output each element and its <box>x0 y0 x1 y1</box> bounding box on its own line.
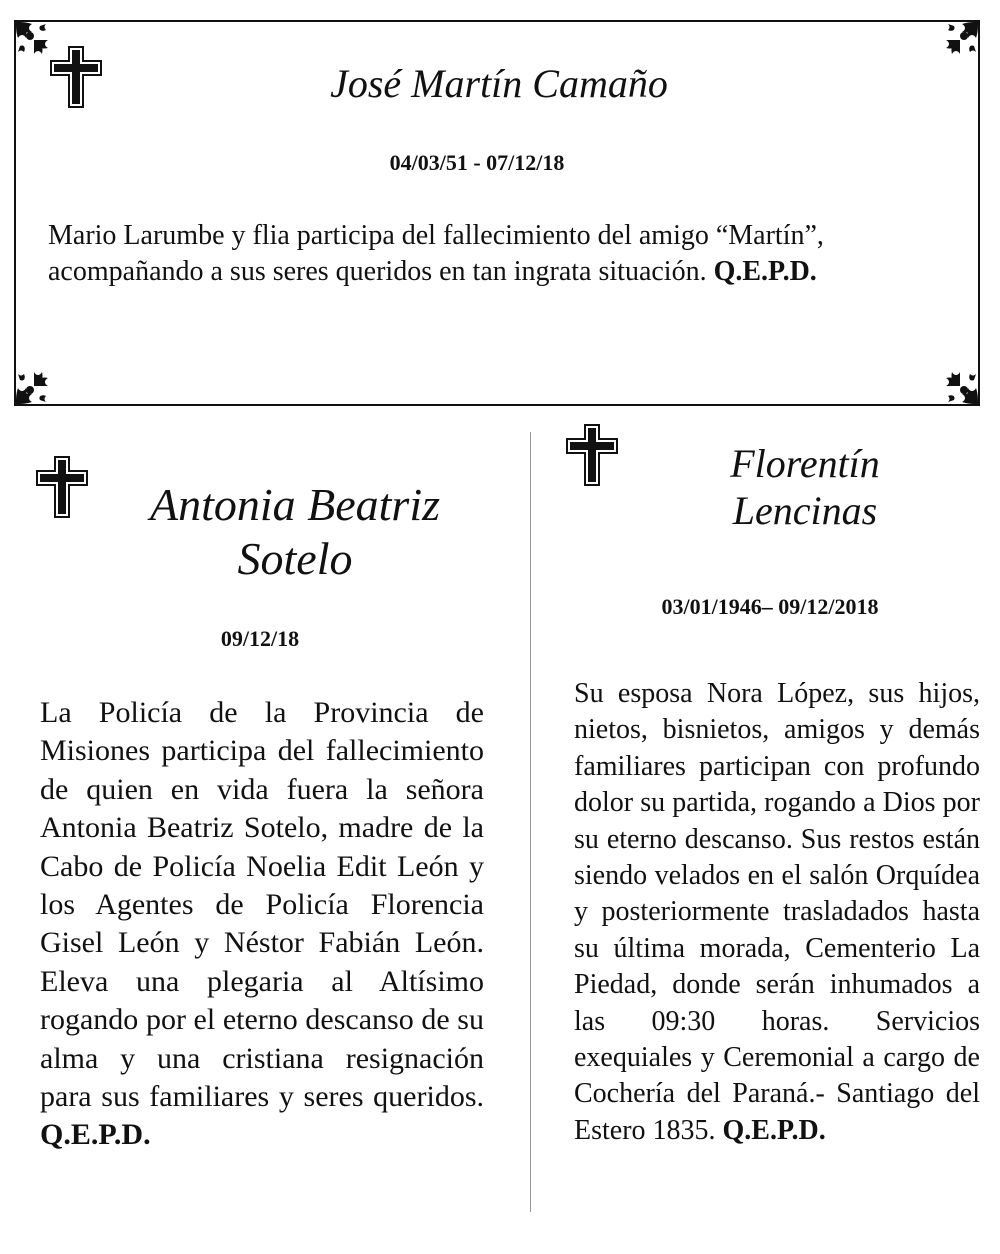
corner-ornament-icon <box>936 362 980 406</box>
name-line: Lencinas <box>732 488 878 534</box>
cross-icon <box>36 456 88 518</box>
death-date: 09/12/18 <box>220 626 300 651</box>
notice-frame-top <box>14 20 980 406</box>
life-dates: 03/01/1946– 09/12/2018 <box>661 594 879 619</box>
qepd-closing: Q.E.P.D. <box>713 256 817 288</box>
corner-ornament-icon <box>936 20 980 64</box>
qepd-closing: Q.E.P.D. <box>722 1114 826 1146</box>
qepd-closing: Q.E.P.D. <box>40 1118 151 1152</box>
column-divider <box>530 432 531 1212</box>
life-dates: 04/03/51 - 07/12/18 <box>389 150 565 175</box>
name-line: Florentín <box>730 441 880 486</box>
notice-body <box>48 218 948 291</box>
deceased-name <box>90 478 500 587</box>
corner-ornament-icon <box>14 362 58 406</box>
notice-body: Su esposa Nora López, sus hijos, nietos, bisnietos, amigos y demás familiares participan con profundo dolor su partida, rogando a Dios por su eterno descanso. Sus restos están siendo velados en el salón Orquídea y posteriormente trasladados hasta su última morada, Cementerio La Piedad, donde serán inhumados a las 09:30 horas. Servicios exequiales y Ceremonial a cargo de Cochería del Paraná.- Santiago del Estero 1835. Q.E.P.D. <box>574 678 980 1146</box>
deceased-name: José Martín Camaño <box>330 61 668 106</box>
notice-body-line: Mario Larumbe y flia participa del fallecimiento del amigo “Martín”, <box>48 220 824 251</box>
name-line: Sotelo <box>237 533 353 585</box>
notice-body: La Policía de la Provincia de Misiones participa del fallecimiento de quien en vida fuera la señora Antonia Beatriz Sotelo, madre de la Cabo de Policía Noelia Edit León y los Agentes de Policía Florencia Gisel León y Néstor Fabián León. Eleva una plegaria al Altísimo rogando por el eterno descanso de su alma y una cristiana resignación para sus familiares y seres queridos. Q.E.P.D. <box>40 696 484 1152</box>
name-line: Antonia Beatriz <box>149 479 441 530</box>
deceased-name <box>620 440 990 534</box>
notice-body-line: acompañando a sus seres queridos en tan ingrata situación. Q.E.P.D. <box>48 256 817 288</box>
cross-icon <box>566 424 618 486</box>
